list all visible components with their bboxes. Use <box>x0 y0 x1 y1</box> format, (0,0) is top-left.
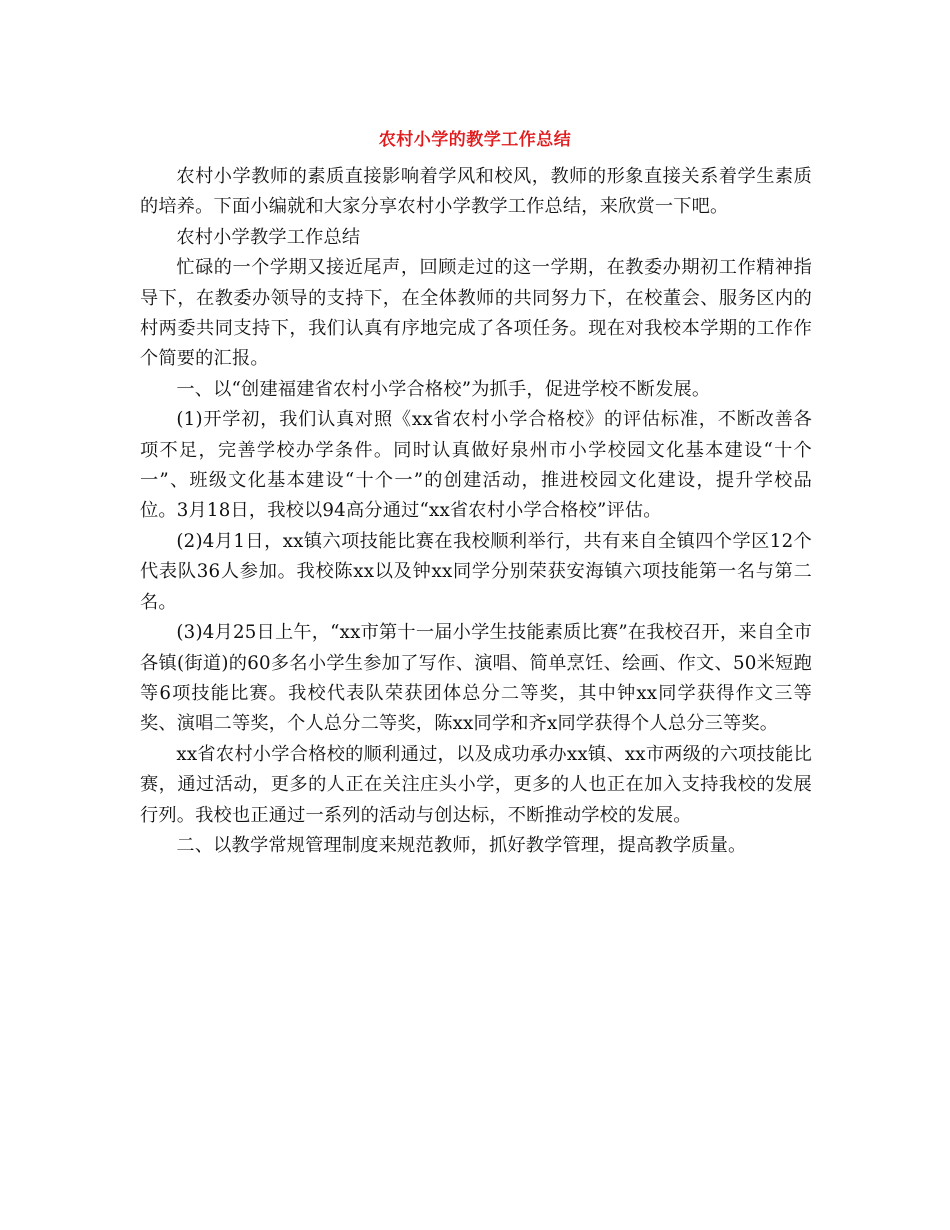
paragraph-overview: 忙碌的一个学期又接近尾声，回顾走过的这一学期，在教委办期初工作精神指导下，在教委办领导的支持下，在全体教师的共同努力下，在校董会、服务区内的村两委共同支持下，我们认真有序地完成了各项任务。现在对我校本学期的工作作个简要的汇报。 <box>140 257 812 370</box>
document-body <box>140 162 812 861</box>
paragraph-subtitle: 农村小学教学工作总结 <box>176 226 361 248</box>
paragraph-section-one-heading: 一、以“创建福建省农村小学合格校”为抓手，促进学校不断发展。 <box>176 378 711 400</box>
paragraph-intro: 农村小学教师的素质直接影响着学风和校风，教师的形象直接关系着学生素质的培养。下面小编就和大家分享农村小学教学工作总结，来欣赏一下吧。 <box>140 166 812 218</box>
paragraph-item-2: (2)4月1日，xx镇六项技能比赛在我校顺利举行，共有来自全镇四个学区12个代表队36人参加。我校陈xx以及钟xx同学分别荣获安海镇六项技能第一名与第二名。 <box>140 530 812 613</box>
paragraph-section-two-heading: 二、以教学常规管理制度来规范教师，抓好教学管理，提高教学质量。 <box>176 834 747 856</box>
paragraph-item-1: (1)开学初，我们认真对照《xx省农村小学合格校》的评估标准，不断改善各项不足，完善学校办学条件。同时认真做好泉州市小学校园文化基本建设“十个一”、班级文化基本建设“十个一”的创建活动，推进校园文化建设，提升学校品位。3月18日，我校以94高分通过“xx省农村小学合格校”评估。 <box>140 409 812 522</box>
paragraph-summary: xx省农村小学合格校的顺利通过，以及成功承办xx镇、xx市两级的六项技能比赛，通过活动，更多的人正在关注庄头小学，更多的人也正在加入支持我校的发展行列。我校也正通过一系列的活动与创达标，不断推动学校的发展。 <box>140 743 812 826</box>
paragraph-item-3: (3)4月25日上午，“xx市第十一届小学生技能素质比赛”在我校召开，来自全市各镇(街道)的60多名小学生参加了写作、演唱、简单烹饪、绘画、作文、50米短跑等6项技能比赛。我校代表队荣获团体总分二等奖，其中钟xx同学获得作文三等奖、演唱二等奖，个人总分二等奖，陈xx同学和齐x同学获得个人总分三等奖。 <box>140 622 812 735</box>
document-title: 农村小学的教学工作总结 <box>378 130 572 150</box>
